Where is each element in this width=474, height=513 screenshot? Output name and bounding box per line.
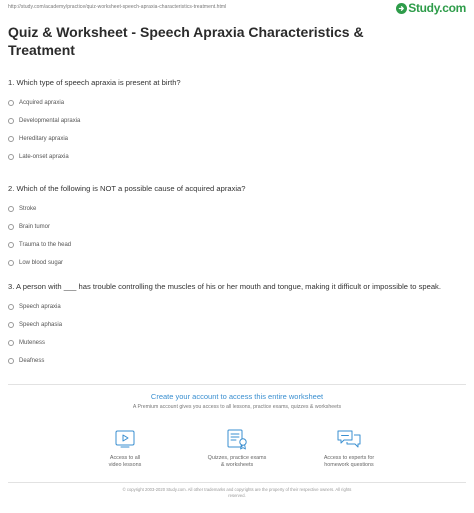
answer-label: Speech aphasia: [19, 322, 63, 328]
logo-arrow-icon: [396, 3, 407, 14]
feature-list: [70, 428, 404, 469]
question-3: [8, 282, 468, 370]
feature-quizzes: [182, 428, 292, 469]
page-url: http://study.com/academy/practice/quiz-worksheet-speech-apraxia-characteristics-treatment.html: [8, 4, 227, 10]
question-text: 1. Which type of speech apraxia is present at birth?: [8, 78, 181, 87]
chat-bubbles-icon: [335, 428, 363, 450]
feature-video-lessons: [70, 428, 180, 469]
radio-icon[interactable]: [8, 206, 14, 212]
answer-label: Trauma to the head: [19, 242, 72, 248]
quiz-certificate-icon: [223, 428, 251, 450]
study-logo[interactable]: [396, 1, 466, 15]
answer-option[interactable]: [8, 352, 468, 370]
answer-label: Developmental apraxia: [19, 118, 81, 124]
answer-option[interactable]: [8, 218, 468, 236]
footer-divider: [8, 482, 466, 483]
feature-experts: [294, 428, 404, 469]
answer-label: Muteness: [19, 340, 46, 346]
answer-label: Deafness: [19, 358, 45, 364]
radio-icon[interactable]: [8, 118, 14, 124]
video-lesson-icon: [111, 428, 139, 450]
feature-label: Access to all video lessons: [108, 455, 142, 468]
answer-option[interactable]: [8, 254, 468, 272]
answer-option[interactable]: [8, 200, 468, 218]
radio-icon[interactable]: [8, 136, 14, 142]
answer-options: [8, 298, 468, 370]
answer-label: Low blood sugar: [19, 260, 64, 266]
answer-label: Hereditary apraxia: [19, 136, 69, 142]
answer-options: [8, 200, 468, 272]
radio-icon[interactable]: [8, 304, 14, 310]
radio-icon[interactable]: [8, 242, 14, 248]
question-list: [8, 78, 468, 370]
answer-label: Speech apraxia: [19, 304, 61, 310]
radio-icon[interactable]: [8, 358, 14, 364]
answer-option[interactable]: [8, 130, 468, 148]
question-2: [8, 184, 468, 282]
answer-option[interactable]: [8, 94, 468, 112]
page-title: Quiz & Worksheet - Speech Apraxia Characteristics & Treatment: [8, 24, 364, 58]
radio-icon[interactable]: [8, 260, 14, 266]
question-text: 3. A person with ___ has trouble controlling the muscles of his or her mouth and tongue, making it difficult or impossible to speak.: [8, 282, 441, 291]
answer-option[interactable]: [8, 334, 468, 352]
radio-icon[interactable]: [8, 100, 14, 106]
answer-option[interactable]: [8, 316, 468, 334]
feature-label: Access to experts for homework questions: [323, 455, 375, 468]
cta-subtitle: A Premium account gives you access to all lessons, practice exams, quizzes & worksheets: [132, 404, 342, 410]
answer-label: Stroke: [19, 206, 37, 212]
answer-option[interactable]: [8, 148, 468, 166]
question-text: 2. Which of the following is NOT a possible cause of acquired apraxia?: [8, 184, 246, 193]
top-bar: [0, 0, 474, 16]
radio-icon[interactable]: [8, 340, 14, 346]
cta-title[interactable]: Create your account to access this entire worksheet: [150, 392, 324, 401]
question-1: [8, 78, 468, 184]
radio-icon[interactable]: [8, 224, 14, 230]
logo-text: Study.com: [408, 1, 466, 15]
answer-options: [8, 94, 468, 166]
answer-option[interactable]: [8, 112, 468, 130]
answer-option[interactable]: [8, 298, 468, 316]
answer-label: Late-onset apraxia: [19, 154, 69, 160]
section-divider: [8, 384, 466, 385]
answer-label: Acquired apraxia: [19, 100, 65, 106]
radio-icon[interactable]: [8, 154, 14, 160]
answer-option[interactable]: [8, 236, 468, 254]
copyright-footer: © copyright 2003-2020 Study.com. All other trademarks and copyrights are the property of their respective owners. All rights reserved.: [122, 487, 352, 498]
feature-label: Quizzes, practice exams & worksheets: [207, 455, 267, 468]
radio-icon[interactable]: [8, 322, 14, 328]
answer-label: Brain tumor: [19, 224, 51, 230]
